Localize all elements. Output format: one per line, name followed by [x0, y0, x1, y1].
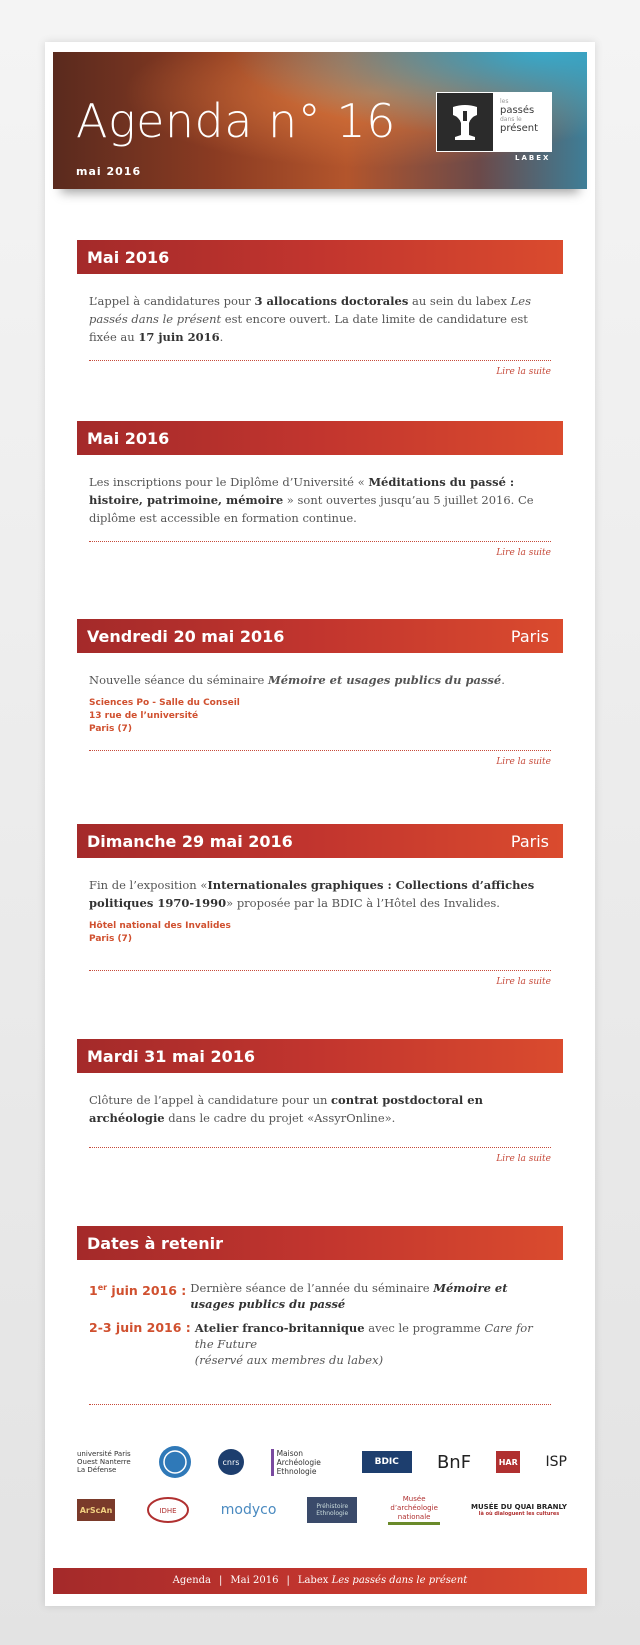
entry-date: Mai 2016 — [87, 429, 170, 448]
partner-logo-har[interactable]: HAR — [496, 1451, 520, 1473]
footer-labex-name: Les passés dans le présent — [331, 1575, 468, 1586]
retenir-title: Dates à retenir — [87, 1234, 224, 1253]
divider — [89, 1147, 551, 1148]
retenir-date: 1er juin 2016 : — [89, 1283, 187, 1299]
partner-logo-quai-branly[interactable]: MUSÉE DU QUAI BRANLY là où dialoguent les cultures — [471, 1503, 567, 1517]
entry-text: Fin de l’exposition «Internationales graphiques : Collections d’affiches politiques 1970-1990» proposée par la BDIC à l’Hôtel des Invalides. — [89, 878, 535, 910]
partner-logo-cnrs[interactable] — [217, 1448, 245, 1476]
entry-date-bar — [77, 1039, 563, 1073]
entry-date-bar — [77, 619, 563, 653]
agenda-entry — [77, 421, 563, 558]
entry-text: Nouvelle séance du séminaire Mémoire et usages publics du passé. — [89, 673, 505, 687]
entry-venue: Sciences Po - Salle du Conseil 13 rue de l’université Paris (7) — [89, 698, 240, 734]
partner-logo-row — [77, 1440, 567, 1484]
entry-text: L’appel à candidatures pour 3 allocations doctorales au sein du labex Les passés dans le présent est encore ouvert. La date limite de candidature est fixée au 17 juin 2016. — [89, 294, 531, 344]
labex-logo-icon — [437, 93, 493, 151]
issue-date: mai 2016 — [76, 165, 142, 178]
retenir-item — [89, 1320, 551, 1368]
agenda-entry — [77, 240, 563, 377]
divider — [89, 750, 551, 751]
entry-text: Clôture de l’appel à candidature pour un contrat postdoctoral en archéologie dans le cadre du projet «AssyrOnline». — [89, 1093, 483, 1125]
partner-logo-idhe[interactable] — [146, 1495, 190, 1525]
footer-date: Mai 2016 — [230, 1575, 279, 1586]
entry-date-bar — [77, 421, 563, 455]
entry-date: Dimanche 29 mai 2016 — [87, 832, 293, 851]
partner-logo-musee-archeologie[interactable]: Musée d’archéologie nationale — [388, 1495, 440, 1525]
read-more-link[interactable]: Lire la suite — [496, 1154, 551, 1164]
read-more-link[interactable]: Lire la suite — [496, 367, 551, 377]
footer-bar: Agenda | Mai 2016 | Labex Les passés dans le présent — [53, 1568, 587, 1594]
agenda-entry — [77, 619, 563, 767]
entry-date: Vendredi 20 mai 2016 — [87, 627, 285, 646]
divider — [89, 1404, 551, 1405]
partner-logo-row — [77, 1488, 567, 1532]
newsletter — [45, 42, 595, 1606]
retenir-desc: Dernière séance de l’année du séminaire Mémoire et usages publics du passé — [190, 1281, 508, 1311]
partner-logo-mae[interactable]: Maison Archéologie Ethnologie — [271, 1449, 337, 1476]
labex-logo-text: les passés dans le présent — [500, 98, 539, 134]
partner-logo-arscan[interactable]: ArScAn — [77, 1499, 115, 1521]
header-banner — [53, 52, 587, 189]
read-more-link[interactable]: Lire la suite — [496, 548, 551, 558]
entry-venue: Hôtel national des Invalides Paris (7) — [89, 921, 231, 944]
entry-place: Paris — [510, 627, 549, 646]
partner-logos — [77, 1440, 567, 1532]
footer-agenda: Agenda — [172, 1575, 212, 1586]
labex-logo[interactable] — [436, 92, 552, 152]
read-more-link[interactable]: Lire la suite — [496, 977, 551, 987]
retenir-date: 2-3 juin 2016 : — [89, 1320, 191, 1335]
partner-logo-modyco[interactable]: modyco — [220, 1502, 277, 1518]
partner-logo-bnf[interactable]: BnF — [436, 1451, 472, 1473]
entry-date: Mai 2016 — [87, 248, 170, 267]
retenir-bar — [77, 1226, 563, 1260]
entry-place: Paris — [510, 832, 549, 851]
partner-logo-prehistoire[interactable]: Préhistoire Ethnologie — [307, 1497, 357, 1523]
partner-logo-paris-ouest[interactable]: université Paris Ouest Nanterre La Défense — [77, 1450, 131, 1474]
dates-a-retenir — [77, 1226, 563, 1405]
labex-label: LABEX — [515, 154, 551, 162]
agenda-entry — [77, 824, 563, 987]
svg-text:cnrs: cnrs — [222, 1458, 240, 1467]
svg-text:IDHE: IDHE — [159, 1507, 177, 1515]
entry-date-bar — [77, 240, 563, 274]
divider — [89, 541, 551, 542]
retenir-item — [89, 1280, 551, 1312]
retenir-desc: Atelier franco-britannique avec le programme Care for the Future (réservé aux membres du labex) — [194, 1321, 533, 1367]
entry-date-bar — [77, 824, 563, 858]
entry-date: Mardi 31 mai 2016 — [87, 1047, 256, 1066]
page-title: Agenda n° 16 — [76, 94, 396, 148]
divider — [89, 360, 551, 361]
footer-labex: Labex — [297, 1575, 332, 1586]
agenda-entry — [77, 1039, 563, 1164]
partner-logo-isp[interactable]: ISP — [545, 1454, 567, 1470]
partner-logo-iuf[interactable] — [158, 1445, 192, 1479]
read-more-link[interactable]: Lire la suite — [496, 757, 551, 767]
partner-logo-bdic[interactable]: BDIC — [362, 1451, 412, 1473]
divider — [89, 970, 551, 971]
entry-text: Les inscriptions pour le Diplôme d’Université « Méditations du passé : histoire, patrimoine, mémoire » sont ouvertes jusqu’au 5 juillet 2016. Ce diplôme est accessible en formation continue. — [89, 475, 534, 525]
